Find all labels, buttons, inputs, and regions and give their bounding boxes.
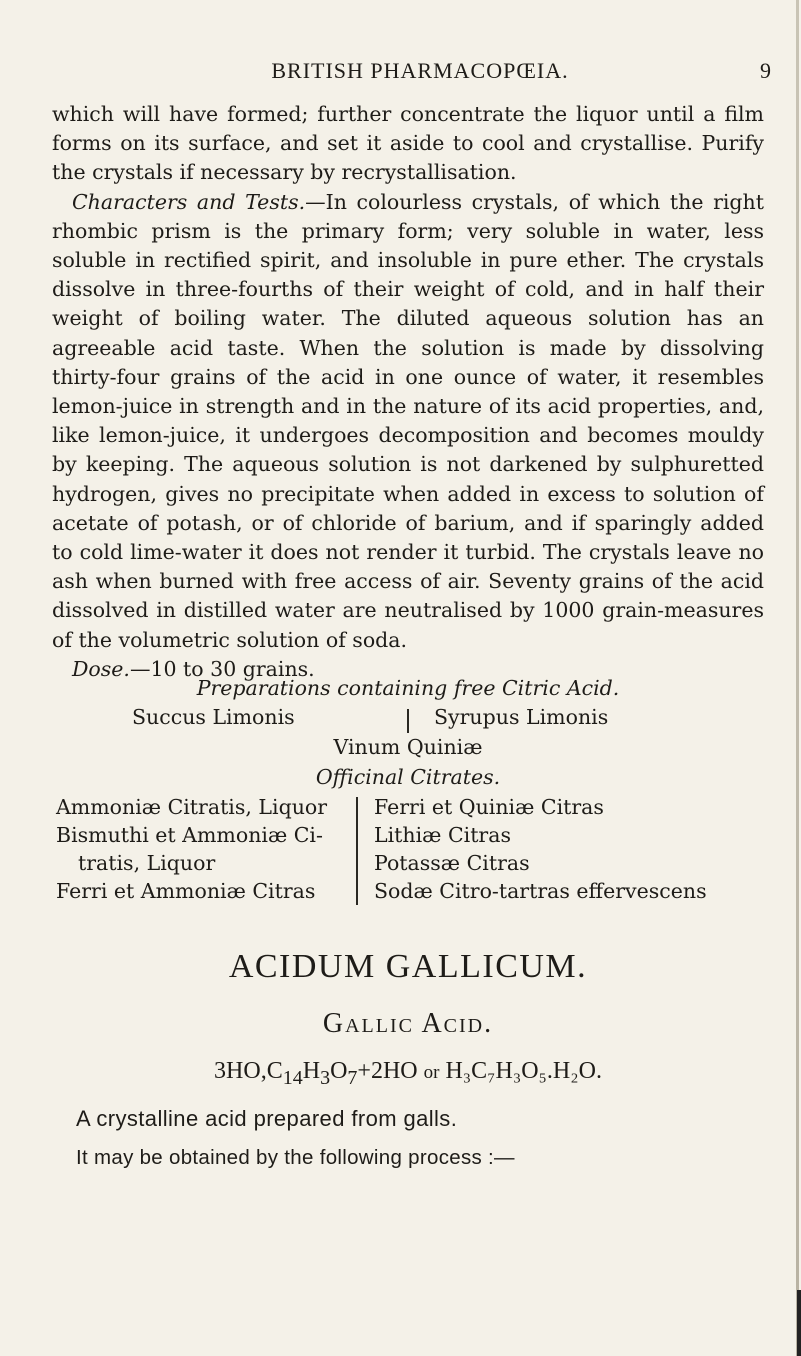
preparations-list: [52, 705, 764, 763]
preparation-item: Succus Limonis: [132, 705, 295, 729]
chemical-formula: [52, 1058, 764, 1090]
edge-mark: [797, 1290, 801, 1356]
officinal-title: Officinal Citrates.: [315, 765, 501, 789]
body-text: [52, 100, 764, 684]
dose-label: Dose.: [72, 656, 130, 681]
column-divider: [356, 797, 358, 905]
characters-label: Characters and Tests.: [72, 189, 306, 214]
paragraph-characters: [52, 188, 764, 655]
page-number: 9: [760, 58, 772, 83]
formula-part: O: [330, 1058, 348, 1084]
formula-part: +2HO: [357, 1058, 418, 1084]
formula-or: or: [423, 1062, 440, 1083]
officinal-left-column: [56, 793, 341, 905]
list-item: Sodæ Citro-tartras effervescens: [374, 879, 707, 903]
page-edge: [796, 0, 799, 1356]
section-title: ACIDUM GALLICUM.: [228, 948, 588, 985]
process-intro: It may be obtained by the following process :—: [76, 1146, 515, 1169]
list-item: tratis, Liquor: [78, 851, 216, 875]
list-item: Lithiæ Citras: [374, 823, 511, 847]
preparation-item: Syrupus Limonis: [434, 705, 609, 729]
preparations-title: Preparations containing free Citric Acid.: [196, 676, 620, 700]
dose-text: —10 to 30 grains.: [129, 656, 315, 681]
characters-text: —In colourless crystals, of which the right rhombic prism is the primary form; very soluble in water, less soluble in rectified spirit, and insoluble in pure ether. The crystals dissolve in three-fourths of their weight of cold, and in half their weight of boiling water. The diluted aqueous solution has an agreeable acid taste. When the solution is made by dissolving thirty-four grains of the acid in one ounce of water, it resembles lemon-juice in strength and in the nature of its acid properties, and, like lemon-juice, it undergoes decomposition and becomes mouldy by keeping. The aqueous solution is not darkened by sulphuretted hydrogen, gives no precipitate when added in excess to solution of acetate of potash, or of chloride of barium, and if sparingly added to cold lime-water it does not render it turbid. The crystals leave no ash when burned with free access of air. Seventy grains of the acid dissolved in distilled water are neutralised by 1000 grain-measures of the volumetric solution of soda.: [52, 189, 764, 652]
officinal-list: [52, 793, 764, 923]
formula-part: 3HO,C: [214, 1058, 283, 1084]
formula-subscript: 3: [320, 1066, 331, 1089]
formula-part: H: [302, 1058, 321, 1084]
running-title: BRITISH PHARMACOPŒIA.: [271, 58, 569, 83]
preparation-item: Vinum Quiniæ: [333, 735, 483, 759]
formula-subscript: 7: [347, 1066, 358, 1089]
paragraph-process-end: which will have formed; further concentrate the liquor until a film forms on its surface, and set it aside to cool and crystallise. Purify the crystals if necessary by recrystallisation.: [52, 102, 764, 185]
list-item: Ammoniæ Citratis, Liquor: [56, 795, 328, 819]
running-header: [0, 58, 801, 88]
officinal-right-column: [374, 793, 764, 905]
section-subtitle: Gallic Acid.: [322, 1008, 494, 1039]
list-item: Bismuthi et Ammoniæ Ci-: [56, 823, 323, 847]
list-item: Ferri et Ammoniæ Citras: [56, 879, 316, 903]
list-item: Potassæ Citras: [374, 851, 530, 875]
list-item: Ferri et Quiniæ Citras: [374, 795, 604, 819]
column-divider: [407, 709, 409, 733]
formula-modern: H₃C₇H₃O₅.H₂O.: [445, 1058, 602, 1084]
formula-subscript: 14: [282, 1066, 303, 1089]
acid-description: A crystalline acid prepared from galls.: [76, 1106, 458, 1131]
